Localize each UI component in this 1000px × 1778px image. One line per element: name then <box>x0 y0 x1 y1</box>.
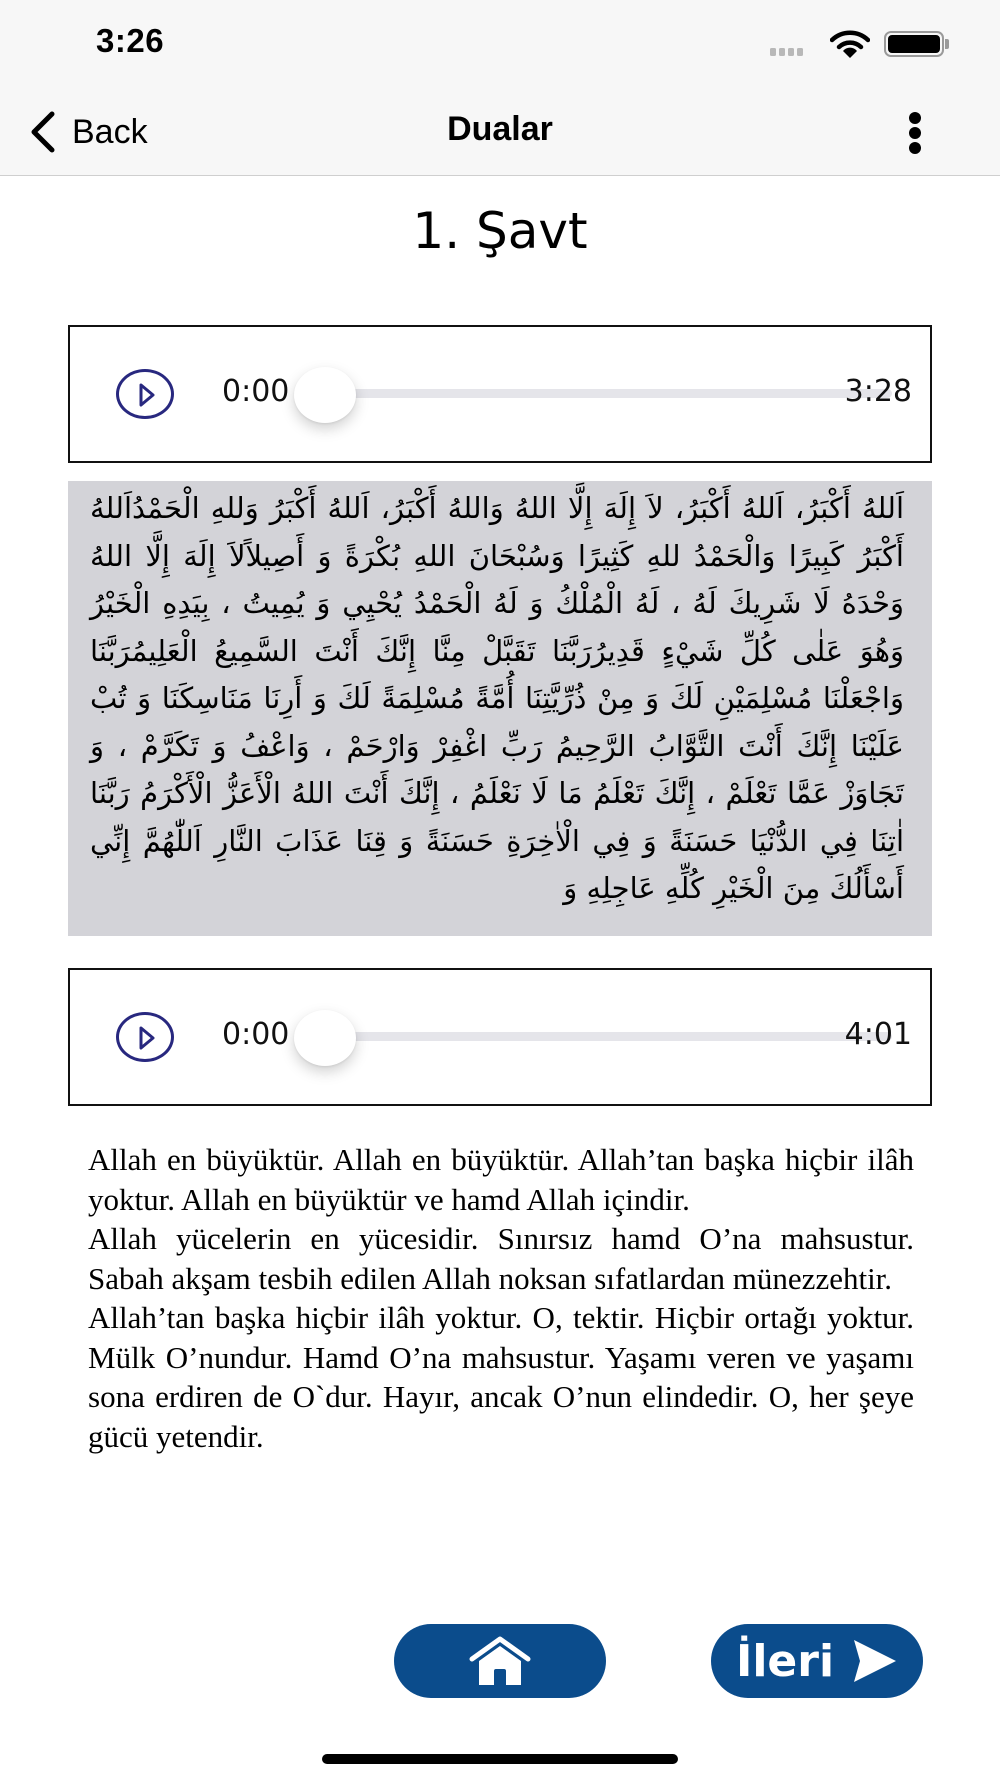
seek-slider-track[interactable] <box>318 389 892 398</box>
arabic-prayer-text: اَللهُ أَكْبَرُ، اَللهُ أَكْبَرُ، لاَ إِلَهَ إِلَّا اللهُ وَاللهُ أَكْبَرُ، اَللهُ أَكْبَرُ وَللهِ الْحَمْدُاَللهُ أَكْبَرُ كَبِيرًا وَالْحَمْدُ للهِ كَثِيرًا وَسُبْحَانَ اللهِ بُكْرَةً وَ أَصِيلاًلاَ إِلَهَ إِلَّا اللهُ وَحْدَهُ لَا شَرِيكَ لَهُ ، لَهُ الْمُلْكُ وَ لَهُ الْحَمْدُ يُحْيِي وَ يُمِيتُ ، بِيَدِهِ الْخَيْرُ وَهُوَ عَلٰى كُلِّ شَيْءٍ قَدِيرُرَبَّنَا تَقَبَّلْ مِنَّا إِنَّكَ أَنْتَ السَّمِيعُ الْعَلِيمُرَبَّنَا وَاجْعَلْنَا مُسْلِمَيْنِ لَكَ وَ مِنْ ذُرِّيَّتِنَا أُمَّةً مُسْلِمَةً لَكَ وَ أَرِنَا مَنَاسِكَنَا وَ تُبْ عَلَيْنَا إِنَّكَ أَنْتَ التَّوَّابُ الرَّحِيمُ رَبِّ اغْفِرْ وَارْحَمْ ، وَاعْفُ وَ تَكَرَّمْ ، وَ تَجَاوَزْ عَمَّا تَعْلَمْ ، إِنَّكَ تَعْلَمُ مَا لَا نَعْلَمُ ، إِنَّكَ أَنْتَ اللهُ الْأَعَزُّ الْأَكْرَمُ رَبَّنَا اٰتِنَا فِي الدُّنْيَا حَسَنَةً وَ فِي الْاٰخِرَةِ حَسَنَةً وَ قِنَا عَذَابَ النَّارِ اَللّٰهُمَّ إِنِّي أَسْأَلُكَ مِنَ الْخَيْرِ كُلِّهِ عَاجِلِهِ وَ <box>90 491 904 905</box>
translation-paragraph: Allah en büyüktür. Allah en büyüktür. Allah’tan başka hiçbir ilâh yoktur. Allah en büyüktür ve hamd Allah içindir. <box>88 1142 914 1217</box>
play-button[interactable] <box>116 369 174 419</box>
current-time: 0:00 <box>222 1017 290 1052</box>
translation-text <box>88 1140 914 1456</box>
home-icon <box>466 1635 534 1687</box>
audio-player-translation <box>68 968 932 1106</box>
play-icon <box>138 1026 156 1050</box>
navigation-bar <box>0 88 1000 176</box>
seek-slider-thumb[interactable] <box>294 1010 356 1066</box>
seek-slider-thumb[interactable] <box>294 367 356 423</box>
arrow-right-icon <box>852 1638 898 1684</box>
more-menu-button[interactable] <box>900 108 930 158</box>
status-time: 3:26 <box>96 22 165 59</box>
next-button[interactable] <box>711 1624 923 1698</box>
current-time: 0:00 <box>222 374 290 409</box>
home-indicator[interactable] <box>322 1754 678 1764</box>
page-title: 1. Şavt <box>412 202 588 260</box>
next-label: İleri <box>735 1635 835 1687</box>
home-button[interactable] <box>394 1624 606 1698</box>
status-bar <box>0 0 1000 88</box>
play-icon <box>138 383 156 407</box>
arabic-text-panel[interactable] <box>68 481 932 936</box>
play-button[interactable] <box>116 1012 174 1062</box>
battery-cap <box>945 39 949 49</box>
battery-icon <box>884 31 944 57</box>
cellular-signal-icon <box>770 48 803 56</box>
translation-paragraph: Allah yücelerin en yücesidir. Sınırsız hamd O’na mahsustur. Sabah akşam tesbih edilen Allah noksan sıfatlardan münezzehtir. <box>88 1221 914 1296</box>
audio-player-arabic <box>68 325 932 463</box>
seek-slider-track[interactable] <box>318 1032 892 1041</box>
total-duration: 3:28 <box>844 374 912 409</box>
wifi-icon <box>830 30 870 60</box>
more-vertical-icon <box>909 112 921 124</box>
nav-title: Dualar <box>447 110 553 148</box>
total-duration: 4:01 <box>844 1017 912 1052</box>
back-label: Back <box>72 112 148 151</box>
translation-paragraph: Allah’tan başka hiçbir ilâh yoktur. O, tektir. Hiçbir ortağı yoktur. Mülk O’nundur. Hamd O’na mahsustur. Yaşamı veren ve yaşamı sona erdiren de O`dur. Hayır, ancak O’nun elindedir. O, her şeye gücü yetendir. <box>88 1300 914 1454</box>
